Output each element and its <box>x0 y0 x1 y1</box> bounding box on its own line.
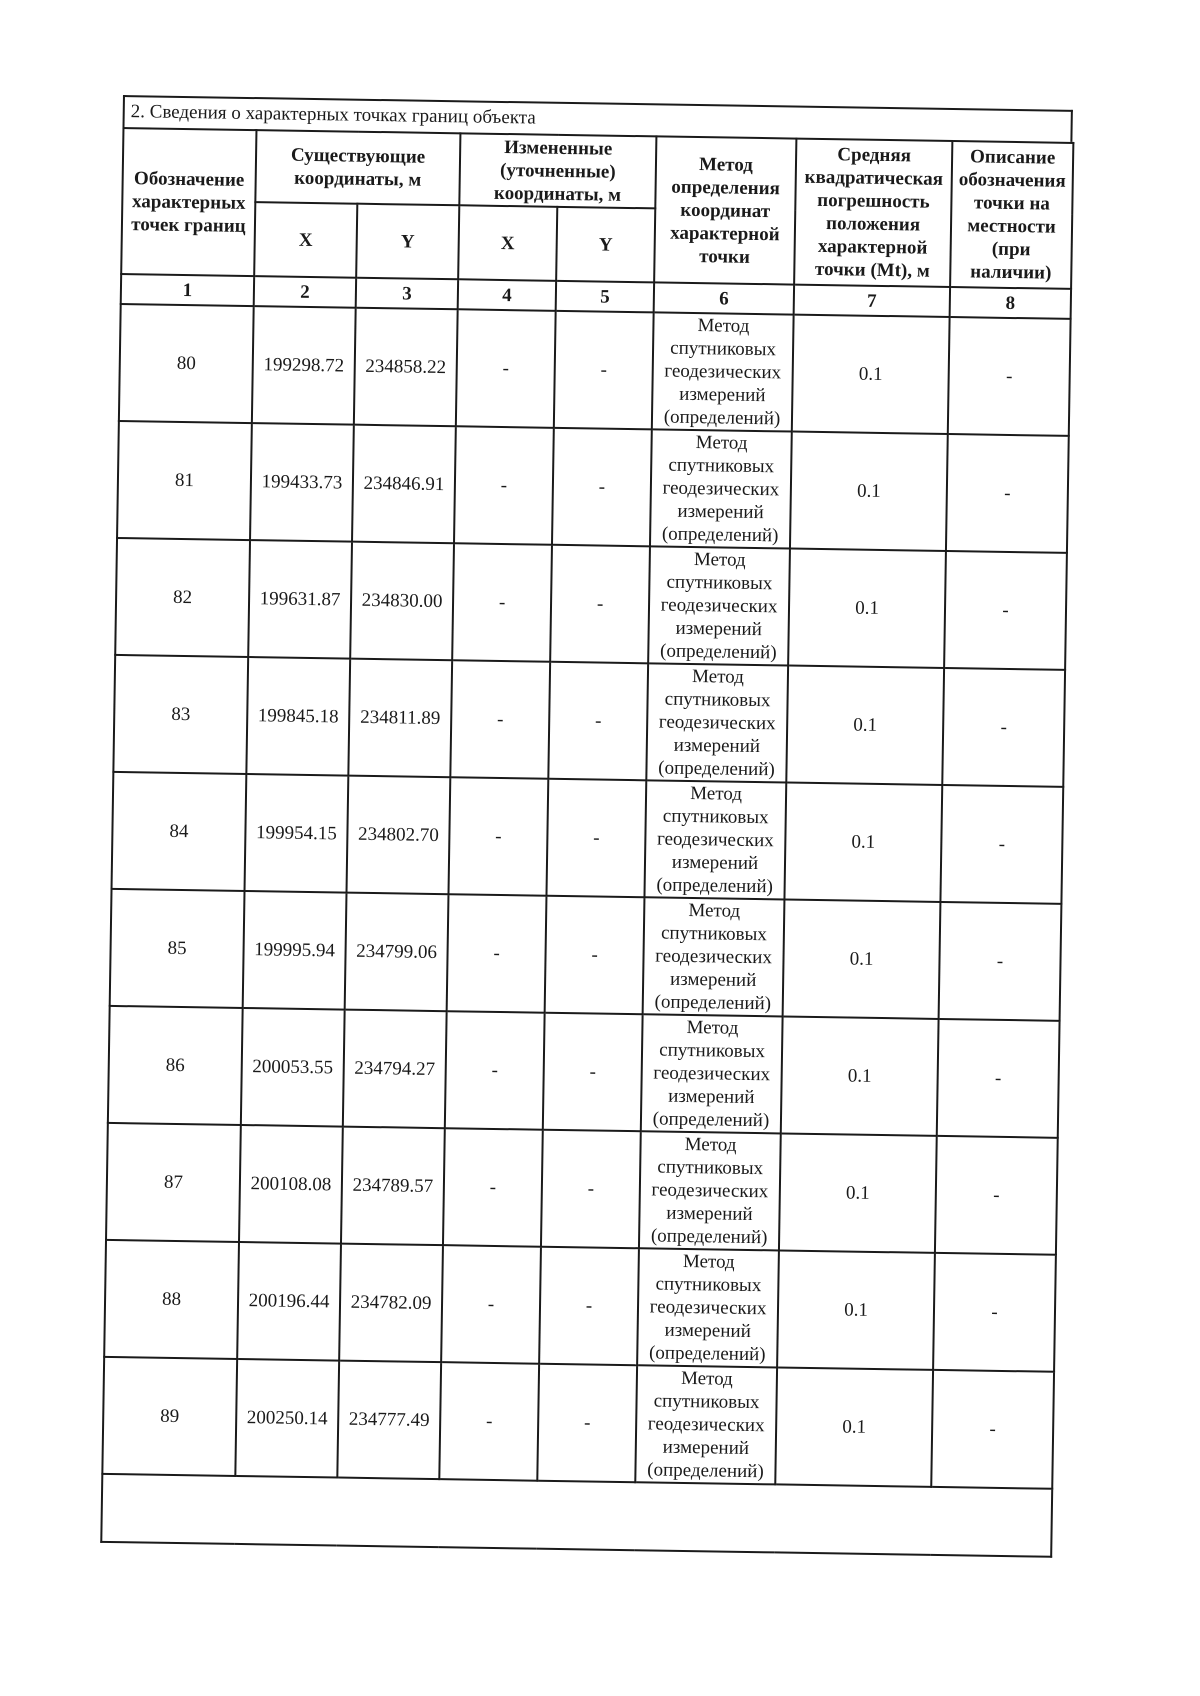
header-method: Метод определения координат характерной точки <box>654 136 796 284</box>
method-cell: Метод спутниковых геодезических измерений (определений) <box>652 312 794 431</box>
column-number: 5 <box>556 281 654 313</box>
column-number: 8 <box>950 287 1071 319</box>
description-cell: - <box>933 1253 1056 1372</box>
point-id-cell: 82 <box>115 538 250 657</box>
changed-y-cell: - <box>552 428 652 547</box>
changed-y-cell: - <box>539 1247 639 1366</box>
changed-x-cell: - <box>450 660 550 779</box>
error-value-cell: 0.1 <box>779 1133 937 1252</box>
header-changed-x: X <box>458 205 557 281</box>
existing-y-cell: 234846.91 <box>352 425 456 544</box>
method-cell: Метод спутниковых геодезических измерений (определений) <box>644 780 786 899</box>
empty-footer-cell <box>101 1474 1052 1557</box>
table-row <box>117 421 1069 553</box>
changed-y-cell: - <box>548 662 648 781</box>
point-id-cell: 86 <box>108 1006 243 1125</box>
existing-x-cell: 200053.55 <box>241 1008 345 1127</box>
description-cell: - <box>931 1370 1054 1489</box>
header-mean-square-error: Средняя квадратическая погрешность положения характерной точки (Mt), м <box>794 139 952 287</box>
changed-x-cell: - <box>443 1128 543 1247</box>
header-existing-y: Y <box>356 204 459 280</box>
changed-x-cell: - <box>439 1362 539 1481</box>
existing-y-cell: 234777.49 <box>337 1361 441 1480</box>
header-changed-y: Y <box>556 207 655 283</box>
description-cell: - <box>939 902 1062 1021</box>
point-id-cell: 80 <box>119 304 254 423</box>
existing-y-cell: 234782.09 <box>339 1244 443 1363</box>
changed-y-cell: - <box>537 1364 637 1483</box>
column-number: 3 <box>356 278 458 310</box>
point-id-cell: 84 <box>112 772 247 891</box>
document-page <box>100 95 1073 1558</box>
changed-y-cell: - <box>554 311 654 430</box>
existing-x-cell: 200108.08 <box>239 1125 343 1244</box>
existing-y-cell: 234858.22 <box>354 308 458 427</box>
table-row <box>108 1006 1060 1138</box>
table-row <box>102 1357 1054 1489</box>
column-number: 1 <box>121 274 254 306</box>
column-number: 6 <box>654 282 794 314</box>
table-row <box>119 304 1071 436</box>
changed-x-cell: - <box>456 309 556 428</box>
table-row <box>112 772 1064 904</box>
description-cell: - <box>940 785 1063 904</box>
description-cell: - <box>935 1136 1058 1255</box>
existing-x-cell: 199995.94 <box>243 891 347 1010</box>
header-existing-coordinates: Существующие координаты, м <box>255 130 460 205</box>
description-cell: - <box>946 434 1069 553</box>
point-id-cell: 88 <box>104 1240 239 1359</box>
error-value-cell: 0.1 <box>784 783 942 902</box>
column-number: 4 <box>458 279 556 311</box>
error-value-cell: 0.1 <box>783 899 941 1018</box>
method-cell: Метод спутниковых геодезических измерений (определений) <box>635 1365 777 1484</box>
method-cell: Метод спутниковых геодезических измерений (определений) <box>646 663 788 782</box>
error-value-cell: 0.1 <box>775 1367 933 1486</box>
existing-y-cell: 234830.00 <box>350 542 454 661</box>
method-cell: Метод спутниковых геодезических измерений (определений) <box>643 897 785 1016</box>
section-title: 2. Сведения о характерных точках границ объекта <box>122 95 1072 142</box>
existing-y-cell: 234789.57 <box>341 1127 445 1246</box>
description-cell: - <box>942 668 1065 787</box>
column-number: 2 <box>254 276 356 308</box>
point-id-cell: 85 <box>110 889 245 1008</box>
error-value-cell: 0.1 <box>781 1016 939 1135</box>
table-row <box>110 889 1062 1021</box>
existing-y-cell: 234811.89 <box>348 659 452 778</box>
changed-y-cell: - <box>550 545 650 664</box>
changed-x-cell: - <box>454 426 554 545</box>
error-value-cell: 0.1 <box>786 666 944 785</box>
existing-y-cell: 234802.70 <box>346 776 450 895</box>
changed-x-cell: - <box>449 777 549 896</box>
error-value-cell: 0.1 <box>777 1250 935 1369</box>
empty-footer-row <box>101 1474 1052 1557</box>
method-cell: Метод спутниковых геодезических измерений (определений) <box>648 546 790 665</box>
existing-x-cell: 199433.73 <box>250 423 354 542</box>
point-id-cell: 81 <box>117 421 252 540</box>
error-value-cell: 0.1 <box>792 315 950 434</box>
changed-y-cell: - <box>546 779 646 898</box>
table-row <box>104 1240 1056 1372</box>
method-cell: Метод спутниковых геодезических измерений (определений) <box>641 1014 783 1133</box>
header-changed-coordinates: Измененные (уточненные) координаты, м <box>459 133 656 208</box>
error-value-cell: 0.1 <box>788 549 946 668</box>
changed-x-cell: - <box>445 1011 545 1130</box>
changed-x-cell: - <box>452 543 552 662</box>
changed-x-cell: - <box>447 894 547 1013</box>
error-value-cell: 0.1 <box>790 432 948 551</box>
point-id-cell: 89 <box>102 1357 237 1476</box>
existing-x-cell: 200196.44 <box>237 1242 341 1361</box>
changed-y-cell: - <box>545 896 645 1015</box>
existing-x-cell: 199845.18 <box>246 657 350 776</box>
existing-y-cell: 234794.27 <box>343 1010 447 1129</box>
table-row <box>115 538 1067 670</box>
method-cell: Метод спутниковых геодезических измерений (определений) <box>639 1131 781 1250</box>
header-existing-x: X <box>254 202 357 278</box>
existing-y-cell: 234799.06 <box>345 893 449 1012</box>
header-point-description: Описание обозначения точки на местности (при наличии) <box>950 141 1073 289</box>
changed-y-cell: - <box>543 1013 643 1132</box>
column-number: 7 <box>794 285 950 317</box>
existing-x-cell: 199298.72 <box>252 306 356 425</box>
point-id-cell: 87 <box>106 1123 241 1242</box>
method-cell: Метод спутниковых геодезических измерений (определений) <box>650 429 792 548</box>
table-row <box>113 655 1065 787</box>
point-id-cell: 83 <box>113 655 248 774</box>
changed-x-cell: - <box>441 1245 541 1364</box>
method-cell: Метод спутниковых геодезических измерений (определений) <box>637 1248 779 1367</box>
existing-x-cell: 199631.87 <box>248 540 352 659</box>
changed-y-cell: - <box>541 1130 641 1249</box>
existing-x-cell: 199954.15 <box>245 774 349 893</box>
description-cell: - <box>948 317 1071 436</box>
header-designation: Обозначение характерных точек границ <box>121 128 256 276</box>
description-cell: - <box>944 551 1067 670</box>
table-row <box>106 1123 1058 1255</box>
existing-x-cell: 200250.14 <box>235 1359 339 1478</box>
boundary-points-table <box>100 127 1074 1558</box>
description-cell: - <box>937 1019 1060 1138</box>
